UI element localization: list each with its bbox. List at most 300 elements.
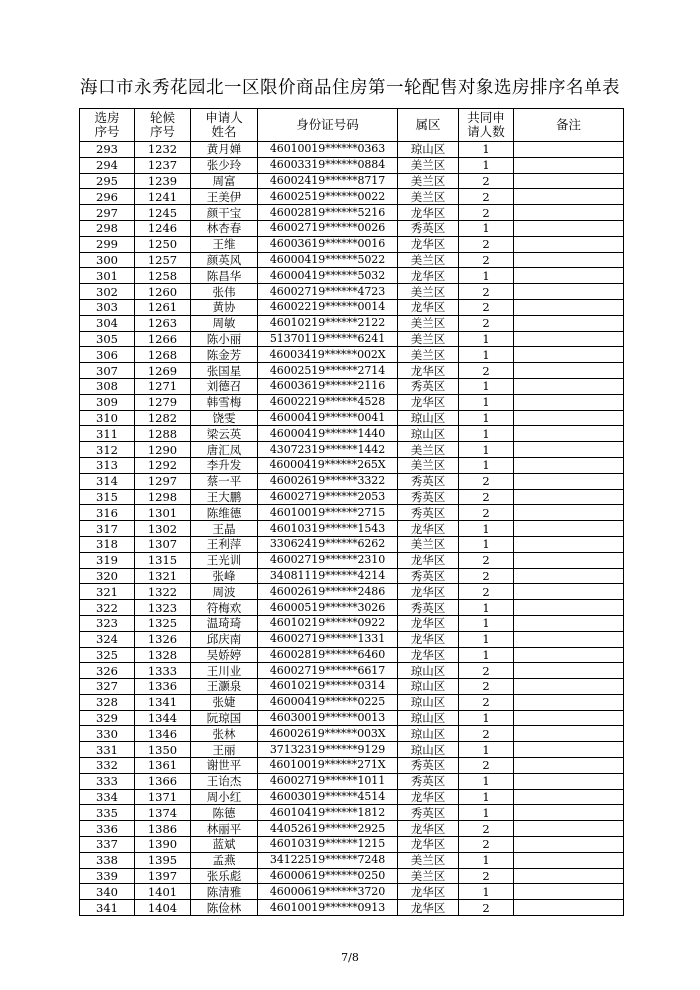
count-cell: 2	[459, 900, 514, 916]
seq-cell: 340	[80, 884, 135, 900]
wait-cell: 1241	[135, 189, 191, 205]
seq-cell: 338	[80, 852, 135, 868]
count-cell: 2	[459, 236, 514, 252]
table-row	[80, 758, 624, 774]
note-cell	[514, 758, 624, 774]
header-row	[80, 109, 624, 142]
name-cell: 张乐彪	[191, 868, 258, 884]
seq-cell: 307	[80, 363, 135, 379]
district-cell: 秀英区	[398, 805, 459, 821]
wait-cell: 1269	[135, 363, 191, 379]
count-cell: 2	[459, 473, 514, 489]
id-cell: 46000619******0250	[258, 868, 398, 884]
id-cell: 46030019******0013	[258, 710, 398, 726]
wait-cell: 1263	[135, 315, 191, 331]
district-cell: 龙华区	[398, 821, 459, 837]
note-cell	[514, 694, 624, 710]
note-cell	[514, 252, 624, 268]
note-cell	[514, 205, 624, 221]
name-cell: 王利萍	[191, 536, 258, 552]
district-cell: 秀英区	[398, 220, 459, 236]
id-cell: 46002519******0022	[258, 189, 398, 205]
seq-cell: 325	[80, 647, 135, 663]
wait-cell: 1260	[135, 284, 191, 300]
name-cell: 陈维德	[191, 505, 258, 521]
note-cell	[514, 426, 624, 442]
table-row	[80, 679, 624, 695]
wait-cell: 1271	[135, 378, 191, 394]
district-cell: 龙华区	[398, 521, 459, 537]
district-cell: 琼山区	[398, 679, 459, 695]
name-cell: 王维	[191, 236, 258, 252]
note-cell	[514, 173, 624, 189]
table-row	[80, 442, 624, 458]
wait-cell: 1374	[135, 805, 191, 821]
id-cell: 34122519******7248	[258, 852, 398, 868]
id-cell: 46000619******3720	[258, 884, 398, 900]
count-cell: 1	[459, 268, 514, 284]
header-id: 身份证号码	[258, 109, 398, 142]
count-cell: 1	[459, 394, 514, 410]
wait-cell: 1258	[135, 268, 191, 284]
name-cell: 周小红	[191, 789, 258, 805]
id-cell: 46002619******2486	[258, 584, 398, 600]
id-cell: 46010319******1543	[258, 521, 398, 537]
seq-cell: 339	[80, 868, 135, 884]
wait-cell: 1315	[135, 552, 191, 568]
id-cell: 37132319******9129	[258, 742, 398, 758]
id-cell: 46002619******003X	[258, 726, 398, 742]
name-cell: 韩雪梅	[191, 394, 258, 410]
count-cell: 1	[459, 852, 514, 868]
wait-cell: 1350	[135, 742, 191, 758]
note-cell	[514, 679, 624, 695]
note-cell	[514, 631, 624, 647]
name-cell: 陈金芳	[191, 347, 258, 363]
count-cell: 2	[459, 837, 514, 853]
note-cell	[514, 663, 624, 679]
name-cell: 周富	[191, 173, 258, 189]
seq-cell: 312	[80, 442, 135, 458]
wait-cell: 1336	[135, 679, 191, 695]
table-row	[80, 900, 624, 916]
district-cell: 琼山区	[398, 142, 459, 158]
wait-cell: 1307	[135, 536, 191, 552]
seq-cell: 341	[80, 900, 135, 916]
table-row	[80, 521, 624, 537]
count-cell: 1	[459, 157, 514, 173]
district-cell: 秀英区	[398, 758, 459, 774]
seq-cell: 329	[80, 710, 135, 726]
district-cell: 秀英区	[398, 473, 459, 489]
district-cell: 美兰区	[398, 536, 459, 552]
district-cell: 龙华区	[398, 647, 459, 663]
seq-cell: 335	[80, 805, 135, 821]
seq-cell: 334	[80, 789, 135, 805]
seq-cell: 333	[80, 773, 135, 789]
seq-cell: 336	[80, 821, 135, 837]
name-cell: 蓝斌	[191, 837, 258, 853]
note-cell	[514, 884, 624, 900]
wait-cell: 1292	[135, 457, 191, 473]
name-cell: 王美伊	[191, 189, 258, 205]
wait-cell: 1321	[135, 568, 191, 584]
id-cell: 46003019******4514	[258, 789, 398, 805]
count-cell: 1	[459, 378, 514, 394]
seq-cell: 330	[80, 726, 135, 742]
note-cell	[514, 142, 624, 158]
district-cell: 琼山区	[398, 426, 459, 442]
name-cell: 周敏	[191, 315, 258, 331]
count-cell: 1	[459, 536, 514, 552]
id-cell: 43072319******1442	[258, 442, 398, 458]
table-row	[80, 394, 624, 410]
note-cell	[514, 742, 624, 758]
name-cell: 邱庆南	[191, 631, 258, 647]
note-cell	[514, 236, 624, 252]
name-cell: 林丽平	[191, 821, 258, 837]
district-cell: 龙华区	[398, 789, 459, 805]
seq-cell: 326	[80, 663, 135, 679]
note-cell	[514, 568, 624, 584]
table-row	[80, 837, 624, 853]
note-cell	[514, 726, 624, 742]
table-row	[80, 647, 624, 663]
wait-cell: 1333	[135, 663, 191, 679]
seq-cell: 298	[80, 220, 135, 236]
count-cell: 1	[459, 442, 514, 458]
table-row	[80, 252, 624, 268]
id-cell: 46003619******2116	[258, 378, 398, 394]
count-cell: 2	[459, 489, 514, 505]
table-row	[80, 821, 624, 837]
id-cell: 51370119******6241	[258, 331, 398, 347]
table-row	[80, 378, 624, 394]
name-cell: 张婕	[191, 694, 258, 710]
note-cell	[514, 821, 624, 837]
wait-cell: 1239	[135, 173, 191, 189]
note-cell	[514, 331, 624, 347]
wait-cell: 1404	[135, 900, 191, 916]
header-district: 属区	[398, 109, 459, 142]
wait-cell: 1341	[135, 694, 191, 710]
wait-cell: 1237	[135, 157, 191, 173]
note-cell	[514, 710, 624, 726]
note-cell	[514, 552, 624, 568]
header-count: 共同申 请人数	[459, 109, 514, 142]
id-cell: 46003619******0016	[258, 236, 398, 252]
count-cell: 1	[459, 426, 514, 442]
table-row	[80, 694, 624, 710]
id-cell: 46002719******6617	[258, 663, 398, 679]
seq-cell: 297	[80, 205, 135, 221]
wait-cell: 1325	[135, 615, 191, 631]
district-cell: 琼山区	[398, 742, 459, 758]
note-cell	[514, 868, 624, 884]
district-cell: 琼山区	[398, 710, 459, 726]
id-cell: 46010019******271X	[258, 758, 398, 774]
table-body	[80, 142, 624, 916]
wait-cell: 1401	[135, 884, 191, 900]
wait-cell: 1326	[135, 631, 191, 647]
note-cell	[514, 805, 624, 821]
name-cell: 林杏春	[191, 220, 258, 236]
name-cell: 孟燕	[191, 852, 258, 868]
seq-cell: 319	[80, 552, 135, 568]
wait-cell: 1288	[135, 426, 191, 442]
count-cell: 1	[459, 710, 514, 726]
count-cell: 1	[459, 805, 514, 821]
count-cell: 1	[459, 521, 514, 537]
wait-cell: 1322	[135, 584, 191, 600]
id-cell: 46002519******2714	[258, 363, 398, 379]
name-cell: 蔡一平	[191, 473, 258, 489]
name-cell: 王大鹏	[191, 489, 258, 505]
id-cell: 46002719******1011	[258, 773, 398, 789]
id-cell: 46002219******0014	[258, 299, 398, 315]
count-cell: 2	[459, 568, 514, 584]
wait-cell: 1386	[135, 821, 191, 837]
district-cell: 龙华区	[398, 552, 459, 568]
seq-cell: 313	[80, 457, 135, 473]
table-row	[80, 663, 624, 679]
id-cell: 46002619******3322	[258, 473, 398, 489]
district-cell: 秀英区	[398, 505, 459, 521]
name-cell: 谢世平	[191, 758, 258, 774]
note-cell	[514, 157, 624, 173]
table-row	[80, 852, 624, 868]
district-cell: 龙华区	[398, 205, 459, 221]
count-cell: 2	[459, 552, 514, 568]
id-cell: 46002719******1331	[258, 631, 398, 647]
table-row	[80, 331, 624, 347]
seq-cell: 311	[80, 426, 135, 442]
seq-cell: 321	[80, 584, 135, 600]
id-cell: 46000419******0225	[258, 694, 398, 710]
count-cell: 1	[459, 884, 514, 900]
wait-cell: 1397	[135, 868, 191, 884]
seq-cell: 323	[80, 615, 135, 631]
name-cell: 梁云英	[191, 426, 258, 442]
table-row	[80, 220, 624, 236]
seq-cell: 318	[80, 536, 135, 552]
wait-cell: 1302	[135, 521, 191, 537]
district-cell: 美兰区	[398, 315, 459, 331]
wait-cell: 1250	[135, 236, 191, 252]
wait-cell: 1279	[135, 394, 191, 410]
district-cell: 美兰区	[398, 252, 459, 268]
district-cell: 龙华区	[398, 394, 459, 410]
id-cell: 46002719******0026	[258, 220, 398, 236]
wait-cell: 1290	[135, 442, 191, 458]
name-cell: 王光训	[191, 552, 258, 568]
name-cell: 张国星	[191, 363, 258, 379]
name-cell: 陈德	[191, 805, 258, 821]
name-cell: 陈小丽	[191, 331, 258, 347]
count-cell: 2	[459, 315, 514, 331]
table-row	[80, 347, 624, 363]
district-cell: 秀英区	[398, 773, 459, 789]
count-cell: 1	[459, 410, 514, 426]
seq-cell: 300	[80, 252, 135, 268]
header-note: 备注	[514, 109, 624, 142]
wait-cell: 1328	[135, 647, 191, 663]
district-cell: 龙华区	[398, 299, 459, 315]
table-row	[80, 742, 624, 758]
seq-cell: 306	[80, 347, 135, 363]
id-cell: 46002719******2310	[258, 552, 398, 568]
seq-cell: 327	[80, 679, 135, 695]
name-cell: 陈清雅	[191, 884, 258, 900]
district-cell: 琼山区	[398, 663, 459, 679]
id-cell: 46002219******4528	[258, 394, 398, 410]
note-cell	[514, 410, 624, 426]
id-cell: 46010019******0363	[258, 142, 398, 158]
wait-cell: 1395	[135, 852, 191, 868]
seq-cell: 337	[80, 837, 135, 853]
id-cell: 46000419******5022	[258, 252, 398, 268]
seq-cell: 303	[80, 299, 135, 315]
table-row	[80, 868, 624, 884]
id-cell: 46000419******1440	[258, 426, 398, 442]
district-cell: 龙华区	[398, 900, 459, 916]
table-row	[80, 884, 624, 900]
seq-cell: 309	[80, 394, 135, 410]
wait-cell: 1268	[135, 347, 191, 363]
seq-cell: 320	[80, 568, 135, 584]
seq-cell: 305	[80, 331, 135, 347]
note-cell	[514, 347, 624, 363]
name-cell: 王丽	[191, 742, 258, 758]
id-cell: 33062419******6262	[258, 536, 398, 552]
count-cell: 2	[459, 758, 514, 774]
count-cell: 1	[459, 742, 514, 758]
name-cell: 张伟	[191, 284, 258, 300]
wait-cell: 1232	[135, 142, 191, 158]
wait-cell: 1390	[135, 837, 191, 853]
count-cell: 1	[459, 600, 514, 616]
table-row	[80, 600, 624, 616]
district-cell: 美兰区	[398, 852, 459, 868]
seq-cell: 322	[80, 600, 135, 616]
name-cell: 温琦琦	[191, 615, 258, 631]
note-cell	[514, 394, 624, 410]
table-row	[80, 189, 624, 205]
table-row	[80, 805, 624, 821]
district-cell: 龙华区	[398, 363, 459, 379]
table-row	[80, 363, 624, 379]
district-cell: 秀英区	[398, 378, 459, 394]
note-cell	[514, 600, 624, 616]
note-cell	[514, 489, 624, 505]
seq-cell: 316	[80, 505, 135, 521]
id-cell: 46002719******4723	[258, 284, 398, 300]
table-row	[80, 236, 624, 252]
id-cell: 46010219******0314	[258, 679, 398, 695]
count-cell: 1	[459, 331, 514, 347]
table-row	[80, 773, 624, 789]
note-cell	[514, 299, 624, 315]
table-row	[80, 631, 624, 647]
id-cell: 46010319******1215	[258, 837, 398, 853]
page-number: 7/8	[341, 951, 359, 964]
name-cell: 吴娇婷	[191, 647, 258, 663]
wait-cell: 1346	[135, 726, 191, 742]
seq-cell: 324	[80, 631, 135, 647]
note-cell	[514, 584, 624, 600]
name-cell: 颜英风	[191, 252, 258, 268]
name-cell: 李升发	[191, 457, 258, 473]
name-cell: 张少玲	[191, 157, 258, 173]
note-cell	[514, 615, 624, 631]
district-cell: 美兰区	[398, 442, 459, 458]
seq-cell: 317	[80, 521, 135, 537]
wait-cell: 1245	[135, 205, 191, 221]
seq-cell: 302	[80, 284, 135, 300]
count-cell: 2	[459, 584, 514, 600]
seq-cell: 328	[80, 694, 135, 710]
table-row	[80, 726, 624, 742]
note-cell	[514, 773, 624, 789]
name-cell: 王灏泉	[191, 679, 258, 695]
wait-cell: 1323	[135, 600, 191, 616]
district-cell: 龙华区	[398, 584, 459, 600]
count-cell: 2	[459, 284, 514, 300]
count-cell: 2	[459, 505, 514, 521]
district-cell: 美兰区	[398, 157, 459, 173]
name-cell: 陈昌华	[191, 268, 258, 284]
id-cell: 46000419******5032	[258, 268, 398, 284]
id-cell: 46000419******265X	[258, 457, 398, 473]
seq-cell: 331	[80, 742, 135, 758]
id-cell: 44052619******2925	[258, 821, 398, 837]
id-cell: 46002819******6460	[258, 647, 398, 663]
table-row	[80, 789, 624, 805]
seq-cell: 315	[80, 489, 135, 505]
district-cell: 美兰区	[398, 189, 459, 205]
district-cell: 琼山区	[398, 694, 459, 710]
seq-cell: 308	[80, 378, 135, 394]
count-cell: 2	[459, 694, 514, 710]
table-row	[80, 173, 624, 189]
table-row	[80, 615, 624, 631]
note-cell	[514, 284, 624, 300]
name-cell: 王诒杰	[191, 773, 258, 789]
count-cell: 2	[459, 252, 514, 268]
table-row	[80, 205, 624, 221]
name-cell: 刘德召	[191, 378, 258, 394]
seq-cell: 299	[80, 236, 135, 252]
wait-cell: 1266	[135, 331, 191, 347]
district-cell: 琼山区	[398, 410, 459, 426]
wait-cell: 1257	[135, 252, 191, 268]
table-row	[80, 426, 624, 442]
name-cell: 阮琼国	[191, 710, 258, 726]
id-cell: 34081119******4214	[258, 568, 398, 584]
wait-cell: 1261	[135, 299, 191, 315]
wait-cell: 1361	[135, 758, 191, 774]
id-cell: 46010019******0913	[258, 900, 398, 916]
note-cell	[514, 789, 624, 805]
count-cell: 2	[459, 679, 514, 695]
header-name: 申请人 姓名	[191, 109, 258, 142]
table-row	[80, 710, 624, 726]
id-cell: 46010019******2715	[258, 505, 398, 521]
note-cell	[514, 220, 624, 236]
seq-cell: 304	[80, 315, 135, 331]
district-cell: 秀英区	[398, 600, 459, 616]
seq-cell: 294	[80, 157, 135, 173]
